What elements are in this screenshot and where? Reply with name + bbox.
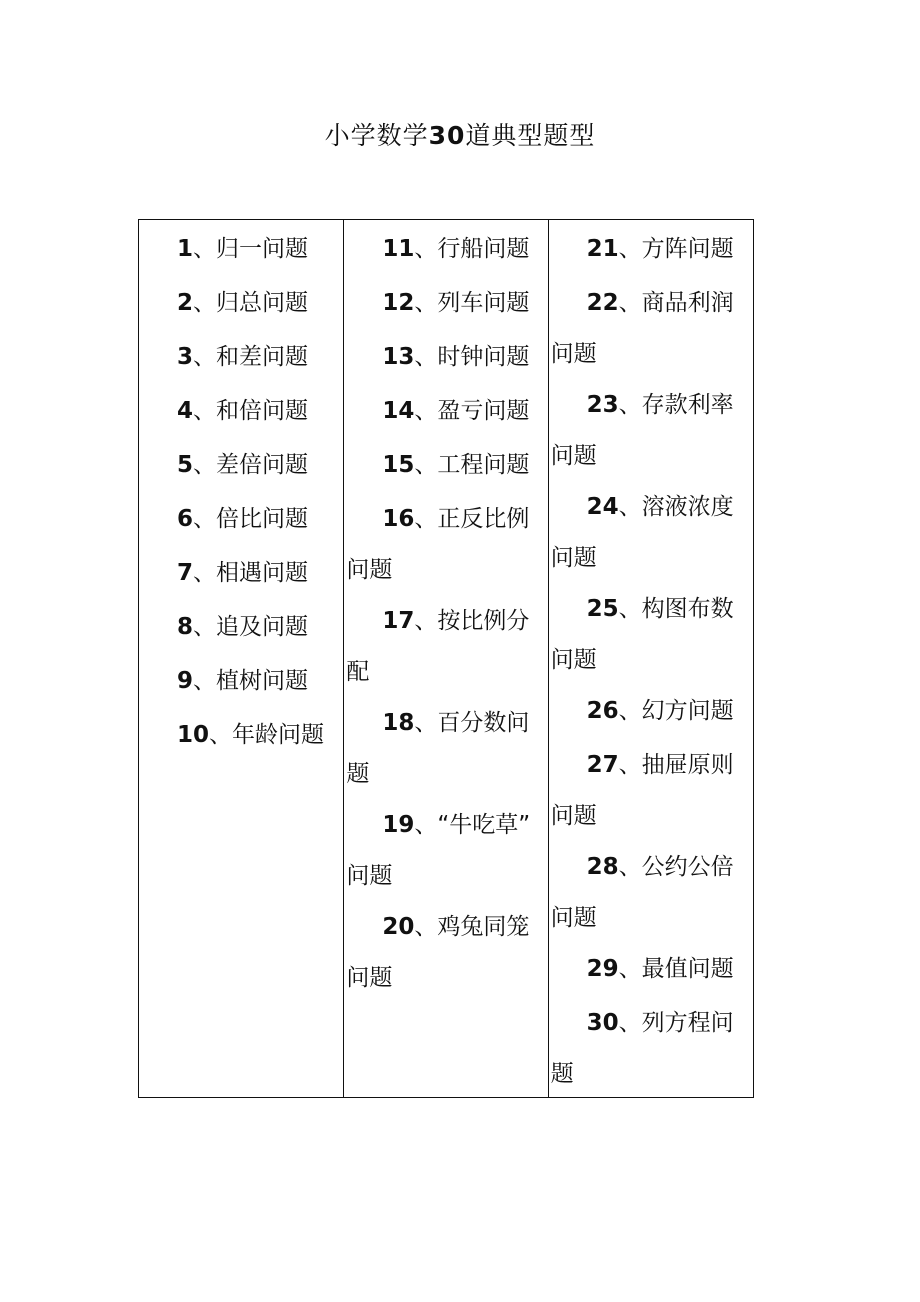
- item-label-continuation: 问题: [550, 341, 597, 367]
- item-number: 2: [177, 290, 194, 316]
- list-item: [549, 278, 753, 380]
- item-number: 28: [586, 854, 619, 880]
- item-label: 、构图布数: [618, 596, 734, 622]
- item-label: 、倍比问题: [193, 506, 309, 532]
- item-label: 、和差问题: [193, 344, 309, 370]
- list-item: [344, 698, 547, 800]
- item-label: 、归一问题: [193, 236, 309, 262]
- item-label-continuation: 题: [550, 1061, 574, 1087]
- item-number: 18: [382, 710, 415, 736]
- item-label: 、时钟问题: [414, 344, 530, 370]
- item-label: 、鸡兔同笼: [414, 914, 530, 940]
- page-title: [0, 116, 920, 156]
- item-label: 、归总问题: [193, 290, 309, 316]
- list-item: [139, 710, 343, 764]
- item-number: 11: [382, 236, 415, 262]
- column-3: [548, 220, 753, 1097]
- item-label-continuation: 配: [346, 659, 370, 685]
- title-suffix: 道典型题型: [465, 121, 596, 150]
- list-item: [139, 278, 343, 332]
- item-number: 21: [586, 236, 619, 262]
- list-item: [549, 740, 753, 842]
- item-number: 6: [177, 506, 194, 532]
- item-number: 12: [382, 290, 415, 316]
- column-2: [343, 220, 547, 1097]
- list-item: [344, 800, 547, 902]
- item-number: 24: [586, 494, 619, 520]
- item-label: 、“牛吃草”: [414, 812, 531, 838]
- item-number: 10: [177, 722, 210, 748]
- item-number: 27: [586, 752, 619, 778]
- item-label: 、工程问题: [414, 452, 530, 478]
- item-label: 、抽屉原则: [618, 752, 734, 778]
- list-item: [139, 440, 343, 494]
- item-label: 、差倍问题: [193, 452, 309, 478]
- item-number: 9: [177, 668, 194, 694]
- item-number: 16: [382, 506, 415, 532]
- list-item: [139, 656, 343, 710]
- list-item: [344, 494, 547, 596]
- item-number: 23: [586, 392, 619, 418]
- item-label: 、列方程问: [618, 1010, 734, 1036]
- item-label: 、公约公倍: [618, 854, 734, 880]
- item-number: 17: [382, 608, 415, 634]
- list-item: [344, 596, 547, 698]
- item-number: 22: [586, 290, 619, 316]
- item-label: 、溶液浓度: [618, 494, 734, 520]
- list-item: [139, 602, 343, 656]
- item-label: 、正反比例: [414, 506, 530, 532]
- list-item: [139, 332, 343, 386]
- item-number: 4: [177, 398, 194, 424]
- list-item: [139, 548, 343, 602]
- list-item: [549, 224, 753, 278]
- item-label: 、和倍问题: [193, 398, 309, 424]
- list-item: [549, 842, 753, 944]
- list-item: [549, 998, 753, 1100]
- item-number: 19: [382, 812, 415, 838]
- item-label: 、相遇问题: [193, 560, 309, 586]
- item-label: 、商品利润: [618, 290, 734, 316]
- title-prefix: 小学数学: [324, 121, 429, 150]
- column-1: [139, 220, 343, 1097]
- item-label-continuation: 问题: [550, 803, 597, 829]
- list-item: [139, 494, 343, 548]
- list-item: [549, 380, 753, 482]
- item-number: 14: [382, 398, 415, 424]
- list-item: [139, 224, 343, 278]
- item-label: 、列车问题: [414, 290, 530, 316]
- item-number: 25: [586, 596, 619, 622]
- item-number: 1: [177, 236, 194, 262]
- item-label: 、最值问题: [618, 956, 734, 982]
- item-number: 3: [177, 344, 194, 370]
- item-number: 15: [382, 452, 415, 478]
- item-label: 、幻方问题: [618, 698, 734, 724]
- list-item: [549, 482, 753, 584]
- list-item: [344, 386, 547, 440]
- item-label: 、年龄问题: [209, 722, 325, 748]
- list-item: [344, 332, 547, 386]
- item-number: 8: [177, 614, 194, 640]
- item-number: 13: [382, 344, 415, 370]
- list-item: [344, 224, 547, 278]
- list-item: [549, 944, 753, 998]
- item-label: 、植树问题: [193, 668, 309, 694]
- item-number: 20: [382, 914, 415, 940]
- item-label-continuation: 问题: [550, 443, 597, 469]
- item-label: 、盈亏问题: [414, 398, 530, 424]
- item-label: 、存款利率: [618, 392, 734, 418]
- item-number: 30: [586, 1010, 619, 1036]
- item-number: 5: [177, 452, 194, 478]
- item-label-continuation: 问题: [550, 647, 597, 673]
- item-label-continuation: 问题: [550, 905, 597, 931]
- item-label: 、行船问题: [414, 236, 530, 262]
- problem-type-table: [138, 219, 754, 1098]
- item-label-continuation: 问题: [346, 557, 393, 583]
- item-number: 26: [586, 698, 619, 724]
- list-item: [344, 902, 547, 1004]
- item-label: 、按比例分: [414, 608, 530, 634]
- item-label-continuation: 题: [346, 761, 370, 787]
- item-label: 、方阵问题: [618, 236, 734, 262]
- item-label-continuation: 问题: [346, 863, 393, 889]
- list-item: [344, 440, 547, 494]
- list-item: [549, 584, 753, 686]
- list-item: [344, 278, 547, 332]
- item-label: 、追及问题: [193, 614, 309, 640]
- item-number: 29: [586, 956, 619, 982]
- title-number: 30: [428, 121, 466, 150]
- list-item: [549, 686, 753, 740]
- item-number: 7: [177, 560, 194, 586]
- item-label-continuation: 问题: [550, 545, 597, 571]
- item-label: 、百分数问: [414, 710, 530, 736]
- list-item: [139, 386, 343, 440]
- item-label-continuation: 问题: [346, 965, 393, 991]
